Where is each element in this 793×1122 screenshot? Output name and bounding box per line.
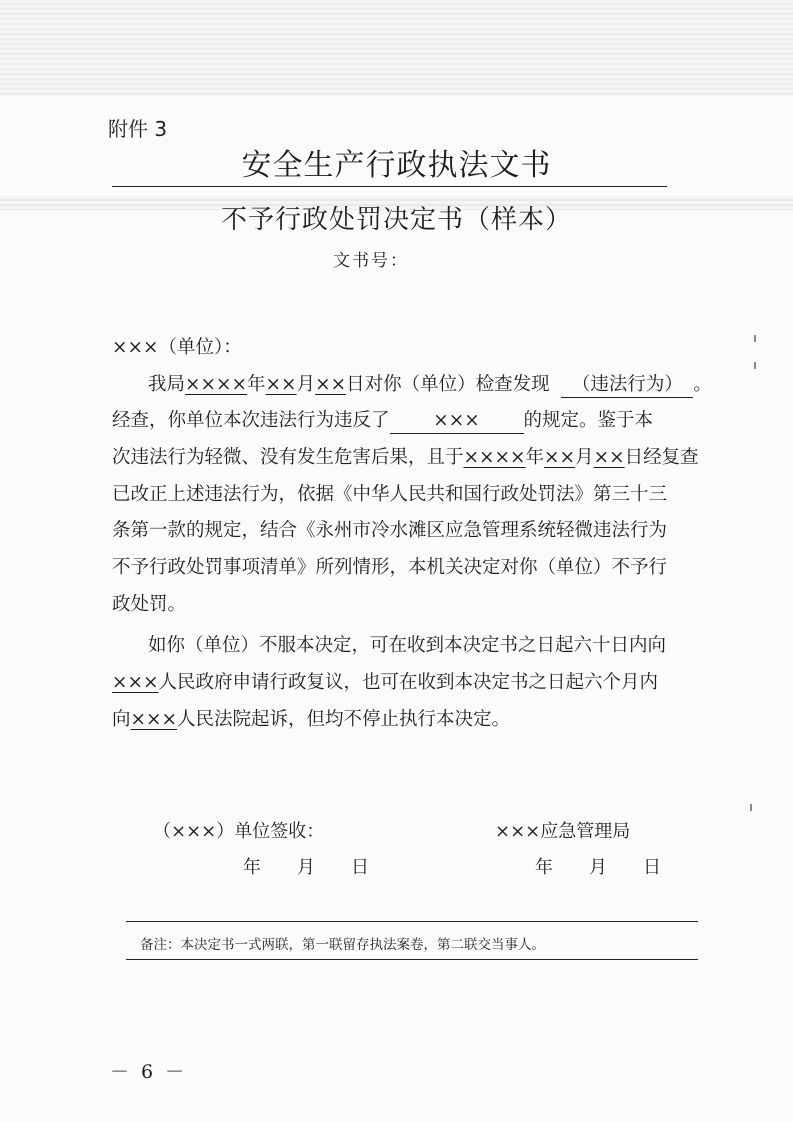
- document-number-label: 文书号：: [333, 251, 409, 271]
- text: 年: [525, 447, 545, 468]
- year-blank: ××××: [185, 374, 248, 395]
- scan-speck: [750, 804, 752, 811]
- document-title: 不予行政处罚决定书（样本）: [220, 205, 572, 235]
- text: 月: [575, 447, 594, 468]
- recipient-date: 年 月 日: [243, 857, 369, 878]
- court-blank: ×××: [130, 709, 178, 730]
- text: 人民政府申请行政复议，也可在收到本决定书之日起六个月内: [158, 672, 659, 693]
- fix-day-blank: ××: [593, 447, 625, 468]
- header-divider: [112, 186, 667, 187]
- text: 次违法行为轻微、没有发生危害后果，且于: [112, 447, 464, 468]
- gov-blank: ×××: [112, 672, 159, 693]
- violation-blank: （违法行为）: [561, 373, 693, 398]
- month-blank: ××: [265, 374, 297, 395]
- recipient-signature-label: （×××）单位签收：: [153, 821, 325, 842]
- law-blank: ×××: [390, 409, 524, 434]
- addressee: ×××（单位）：: [112, 337, 242, 358]
- text: 人民法院起诉，但均不停止执行本决定。: [177, 709, 511, 730]
- text: 的规定。鉴于本: [523, 410, 654, 431]
- header-title: 安全生产行政执法文书: [241, 148, 552, 183]
- text: 年: [247, 374, 266, 395]
- day-blank: ××: [315, 374, 347, 395]
- text: 我局: [148, 374, 186, 395]
- text: 月: [296, 374, 316, 395]
- text: 向: [112, 709, 131, 730]
- fix-year-blank: ××××: [463, 447, 526, 468]
- scan-speck: [754, 335, 756, 342]
- authority-date: 年 月 日: [535, 857, 661, 878]
- body-line-6: 不予行政处罚事项清单》所列情形，本机关决定对你（单位）不予行: [112, 557, 668, 578]
- text: 。: [693, 374, 712, 395]
- body-line-7: 政处罚。: [112, 594, 187, 615]
- attachment-label: 附件 3: [108, 117, 168, 141]
- note-divider-top: [126, 921, 698, 922]
- remarks-note: 备注：本决定书一式两联，第一联留存执法案卷，第二联交当事人。: [140, 937, 545, 953]
- body-line-10: [112, 705, 672, 731]
- scan-artifact-top: [0, 0, 793, 96]
- body-line-2: [112, 406, 672, 434]
- body-line-3: [112, 443, 699, 469]
- note-divider-bottom: [126, 959, 698, 960]
- body-line-8: 如你（单位）不服本决定，可在收到本决定书之日起六十日内向: [148, 635, 667, 656]
- body-line-4: 已改正上述违法行为，依据《中华人民共和国行政处罚法》第三十三: [112, 484, 668, 505]
- body-line-5: 条第一款的规定，结合《永州市冷水滩区应急管理系统轻微违法行为: [112, 520, 668, 541]
- text: 日经复查: [624, 447, 699, 468]
- body-line-9: [112, 668, 672, 694]
- body-line-1: [148, 370, 712, 398]
- page-number: － 6 －: [110, 1061, 188, 1083]
- fix-month-blank: ××: [544, 447, 576, 468]
- text: 经查，你单位本次违法行为违反了: [112, 410, 390, 431]
- text: 日对你（单位）检查发现: [346, 374, 550, 395]
- issuing-authority: ×××应急管理局: [495, 821, 631, 842]
- scan-speck: [754, 362, 756, 369]
